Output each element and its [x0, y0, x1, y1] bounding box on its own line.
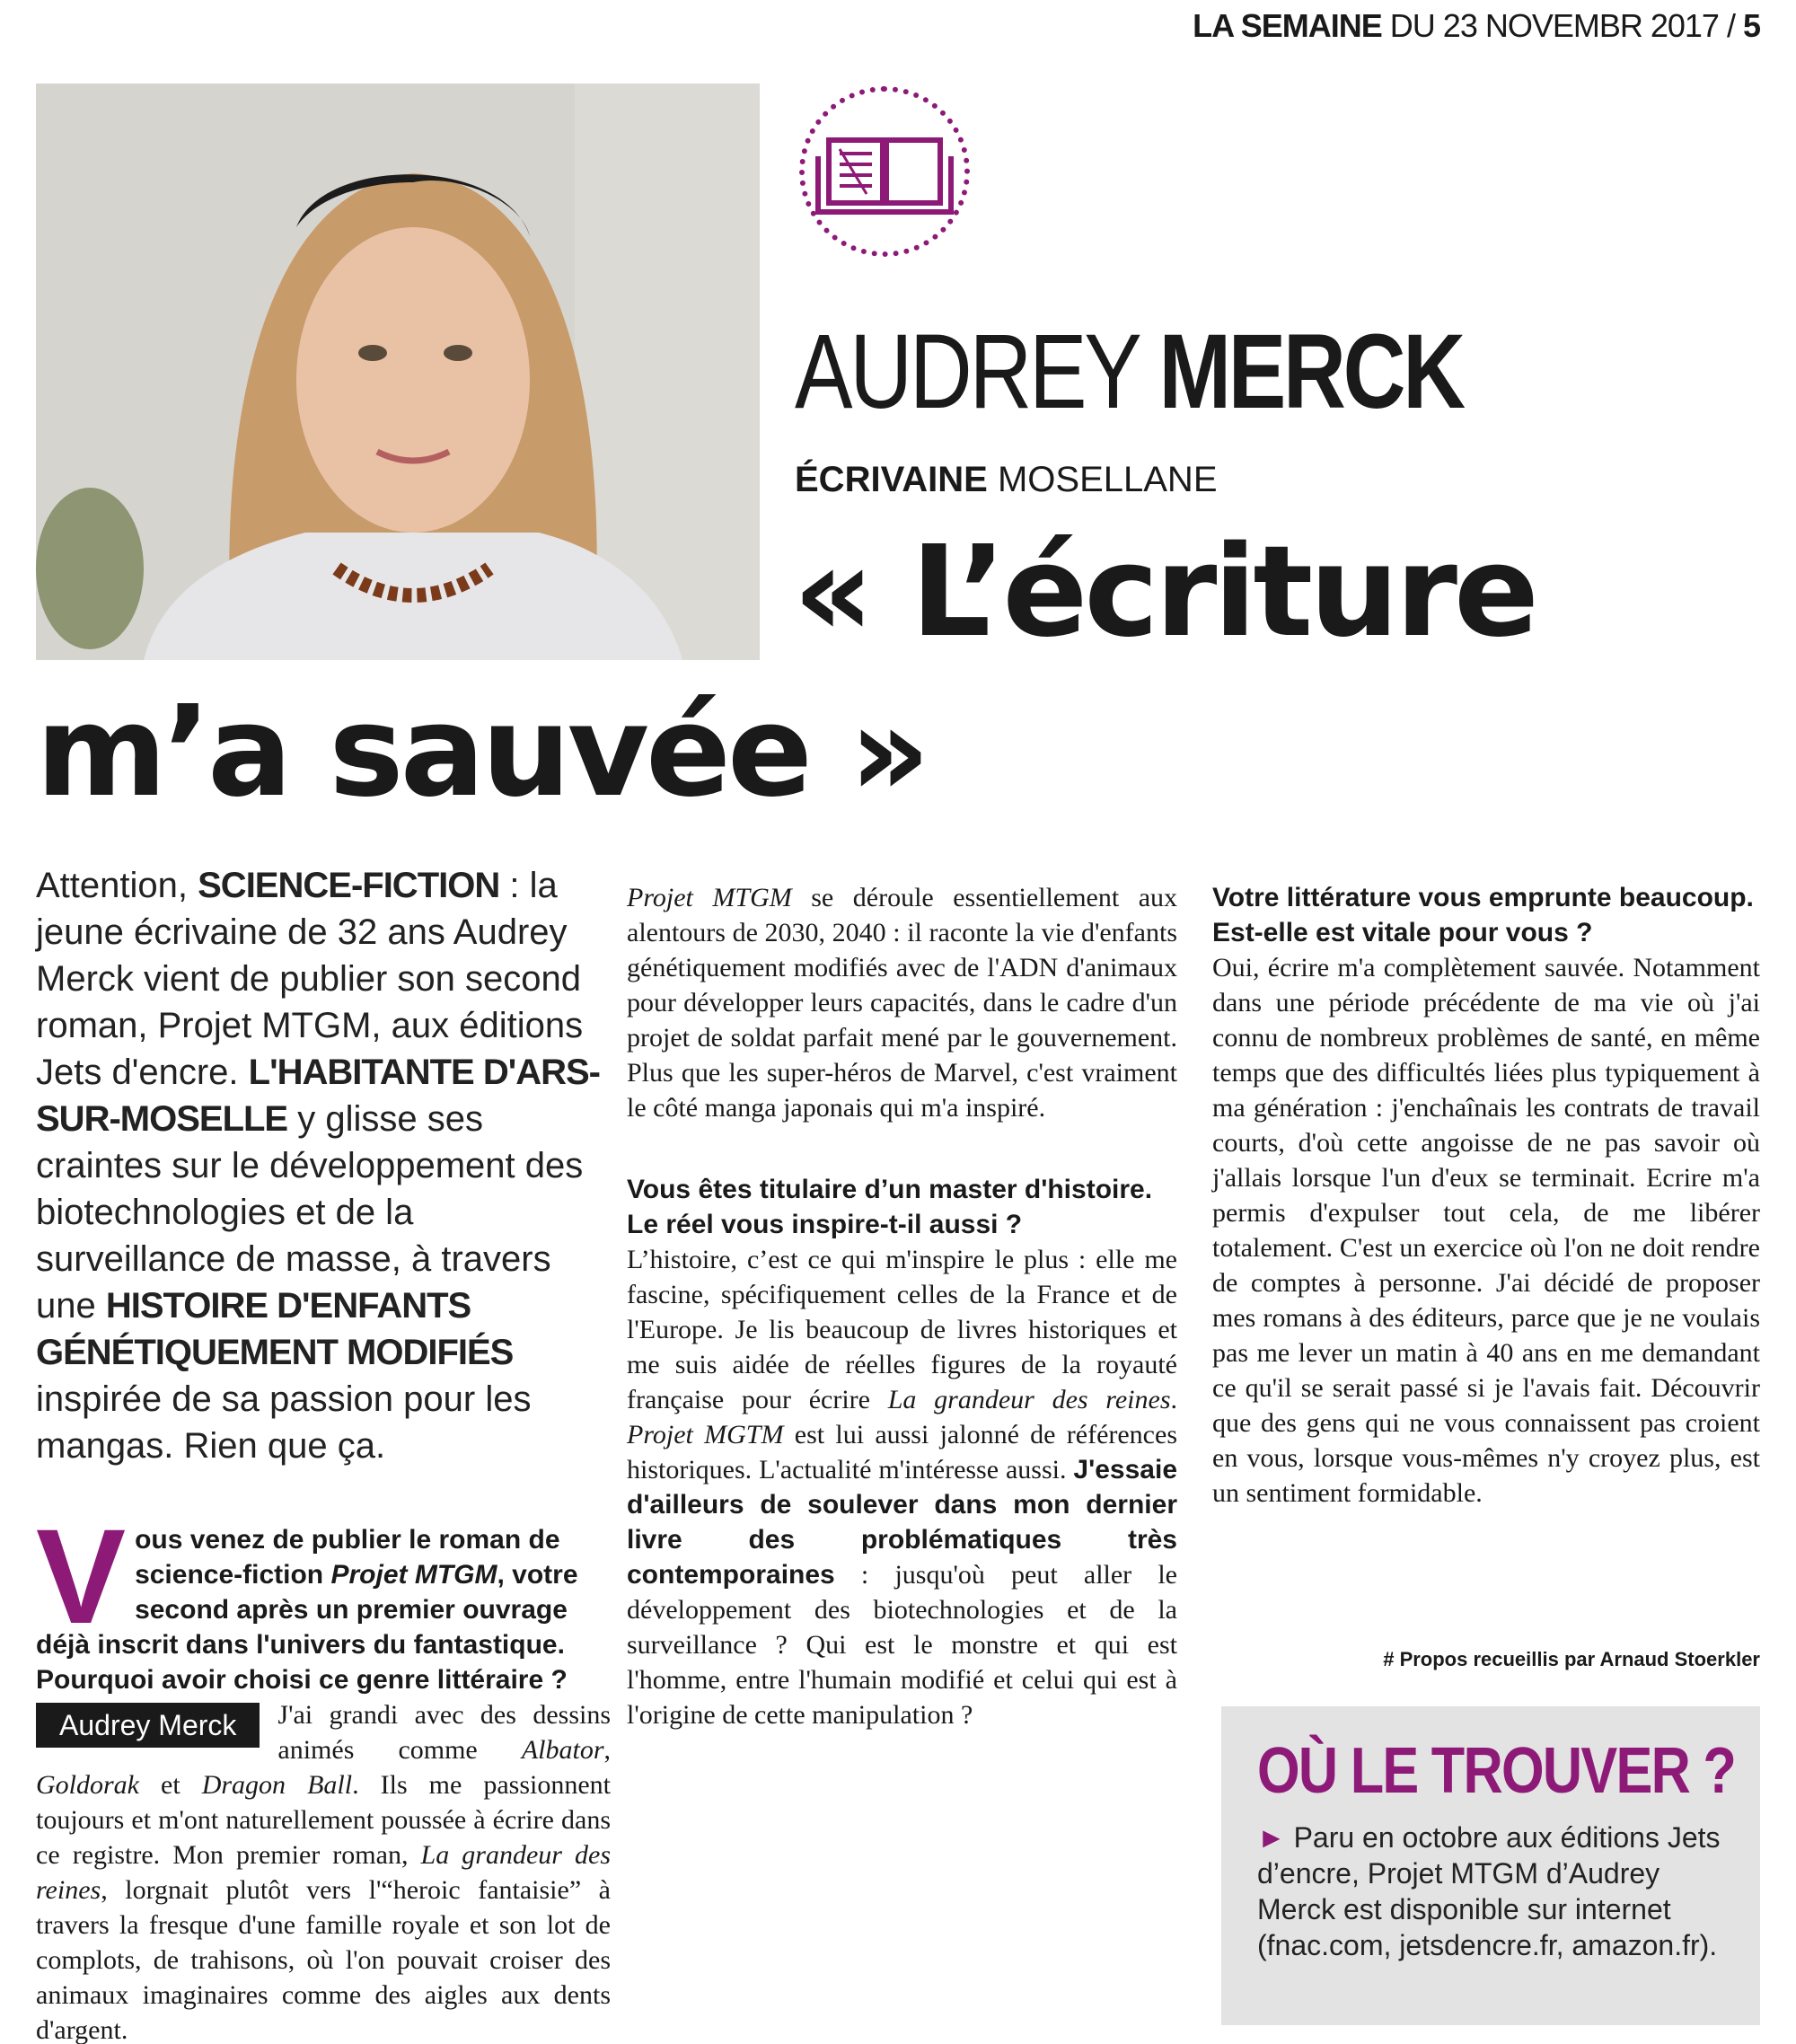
page-number: 5 [1742, 7, 1760, 44]
intro-highlight-2: L'HABITANTE D'ARS-SUR-MOSELLE [36, 1053, 600, 1139]
answer-2-text-2: . [1170, 1385, 1177, 1414]
interview-column-3 [1212, 880, 1760, 1511]
author-role-rest: MOSELLANE [997, 460, 1218, 499]
answer-2 [627, 1242, 1177, 1732]
interview-column-2 [627, 880, 1177, 1732]
intro-highlight-3: HISTOIRE D'ENFANTS GÉNÉTIQUEMENT MODIFIÉS [36, 1286, 514, 1372]
answer-1-text-2: , [603, 1735, 611, 1765]
drop-cap: V [36, 1501, 127, 1652]
question-1-text-a: ous venez de publier le roman de science-fiction [135, 1525, 560, 1590]
intro-highlight-1: SCIENCE-FICTION [198, 866, 500, 905]
interview-column-1 [36, 1501, 612, 2044]
interview-credit: # Propos recueillis par Arnaud Stoerkler [1383, 1648, 1760, 1670]
answer-1-part-1 [36, 1697, 611, 2044]
where-to-find-text [1257, 1819, 1724, 1963]
issue-date: DU 23 NOVEMBR 2017 [1389, 7, 1719, 44]
answer-1-albator: Albator [521, 1735, 604, 1765]
answer-1-projet: Projet MTGM [627, 883, 792, 912]
answer-1-continued [627, 880, 1177, 1125]
where-to-find-body: Paru en octobre aux éditions Jets d’encre, Projet MTGM d’Audrey Merck est disponible sur internet (fnac.com, jetsdencre.fr, amazon.fr). [1257, 1821, 1721, 1961]
author-role-bold: ÉCRIVAINE [795, 460, 988, 499]
author-photo [36, 84, 760, 660]
answer-1-text-3: et [139, 1770, 202, 1800]
intro-text-4: inspirée de sa passion pour les mangas. Rien que ça. [36, 1379, 532, 1466]
answer-2-text-1: L’histoire, c’est ce qui m'inspire le plus : elle me fascine, spécifiquement celles de la France et de l'Europe. Je lis beaucoup de livres historiques et me suis aidée de réelles figures de la royauté française pour écrire [627, 1245, 1177, 1414]
answer-1-grandeur: La grandeur des reines [36, 1840, 612, 1905]
intro-text-2: : la jeune écrivaine de 32 ans Audrey Merck vient de publier son second roman, Projet MTGM, aux éditions Jets d'encre. [36, 866, 584, 1092]
intro-text-3: y glisse ses craintes sur le développement des biotechnologies et de la surveillance de masse, à travers une [36, 1099, 584, 1326]
answer-2-text-3: est lui aussi jalonné de références historiques. L'actualité m'intéresse aussi. [627, 1420, 1177, 1485]
author-role [795, 460, 1218, 500]
answer-2-grandeur: La grandeur des reines [887, 1385, 1171, 1414]
author-last-name: MERCK [1158, 313, 1463, 431]
headline-quote-line2: m’a sauvée » [36, 679, 928, 825]
answer-3: Oui, écrire m'a complètement sauvée. Notamment dans une période précédente de ma vie où j'ai connu de nombreux problèmes de santé, en même temps que des difficultés liées plus typiquement à ma génération : j'enchaînais les contrats de travail courts, d'où cette angoisse de ne pas savoir où j'allais lorsque l'un d'eux se terminait. Ecrire m'a permis d'expulser tout cela, de me libérer totalement. C'est un exercice où l'on ne doit rendre de comptes à personne. J'ai décidé de proposer mes romans à des éditeurs, parce que je ne voulais pas me lever un matin à 40 ans en me demandant ce qu'il se serait passé si je l'avais fait. Découvrir que des gens qui ne vous connaissent pas croient en vous, lorsque vous-mêmes n'y croyez plus, est un sentiment formidable. [1212, 953, 1760, 1508]
answer-1-text-4: . Ils me passionnent toujours et m'ont naturellement poussée à écrire dans ce registre. Mon premier roman, [36, 1770, 611, 1870]
question-3: Votre littérature vous emprunte beaucoup. Est-elle est vitale pour vous ? [1212, 883, 1754, 947]
intro-text-1: Attention, [36, 866, 198, 905]
answer-1-goldorak: Goldorak [36, 1770, 139, 1800]
answer-1-dragonball: Dragon Ball [201, 1770, 353, 1800]
publication-name: LA SEMAINE [1193, 7, 1382, 44]
answer-1-text-5: , lorgnait plutôt vers l'“heroic fantaisie” à travers la fresque d'une famille royale et son lot de complots, de trahisons, où l'on pouvait croiser des animaux imaginaires comme des aigles aux dents d'argent. [36, 1875, 611, 2044]
answer-2-bold: J'essaie d'ailleurs de soulever dans mon dernier livre des problématiques très contemporaines [627, 1455, 1177, 1590]
where-to-find-box [1221, 1706, 1760, 2025]
answer-2-projet: Projet MGTM [627, 1420, 784, 1449]
answer-2-text-4: : jusqu'où peut aller le développement des biotechnologies et de la surveillance ? Qui est le monstre et qui est l'homme, entre l'humain modifié et celui qui est à l'origine de cette manipulation ? [627, 1560, 1177, 1730]
question-2: Vous êtes titulaire d’un master d'histoire. Le réel vous inspire-t-il aussi ? [627, 1175, 1153, 1239]
where-to-find-title: OÙ LE TROUVER ? [1257, 1735, 1736, 1807]
question-1-italic: Projet MTGM [330, 1560, 497, 1590]
intro-paragraph [36, 862, 611, 1469]
arrow-icon: ► [1257, 1821, 1286, 1854]
answer-1-text-1: J'ai grandi avec des dessins animés comme [277, 1700, 611, 1765]
question-1 [36, 1501, 611, 1697]
author-name [795, 313, 1463, 431]
speaker-label: Audrey Merck [36, 1703, 260, 1748]
page-header: LA SEMAINE DU 23 NOVEMBR 2017 / 5 [1193, 7, 1760, 44]
author-first-name: AUDREY [795, 313, 1138, 431]
headline-quote-line1: « L’écriture [793, 519, 1536, 665]
question-1-text-b: , votre second après un premier ouvrage déjà inscrit dans l'univers du fantastique. Pourquoi avoir choisi ce genre littéraire ? [36, 1560, 578, 1695]
book-icon [813, 122, 956, 221]
answer-1-text-6: se déroule essentiellement aux alentours de 2030, 2040 : il raconte la vie d'enfants génétiquement modifiés avec de l'ADN d'animaux pour développer leurs capacités, dans le cadre d'un projet de soldat parfait mené par le gouvernement. Plus que les super-héros de Marvel, c'est vraiment le côté manga japonais qui m'a inspiré. [627, 883, 1178, 1123]
book-badge [799, 86, 970, 257]
